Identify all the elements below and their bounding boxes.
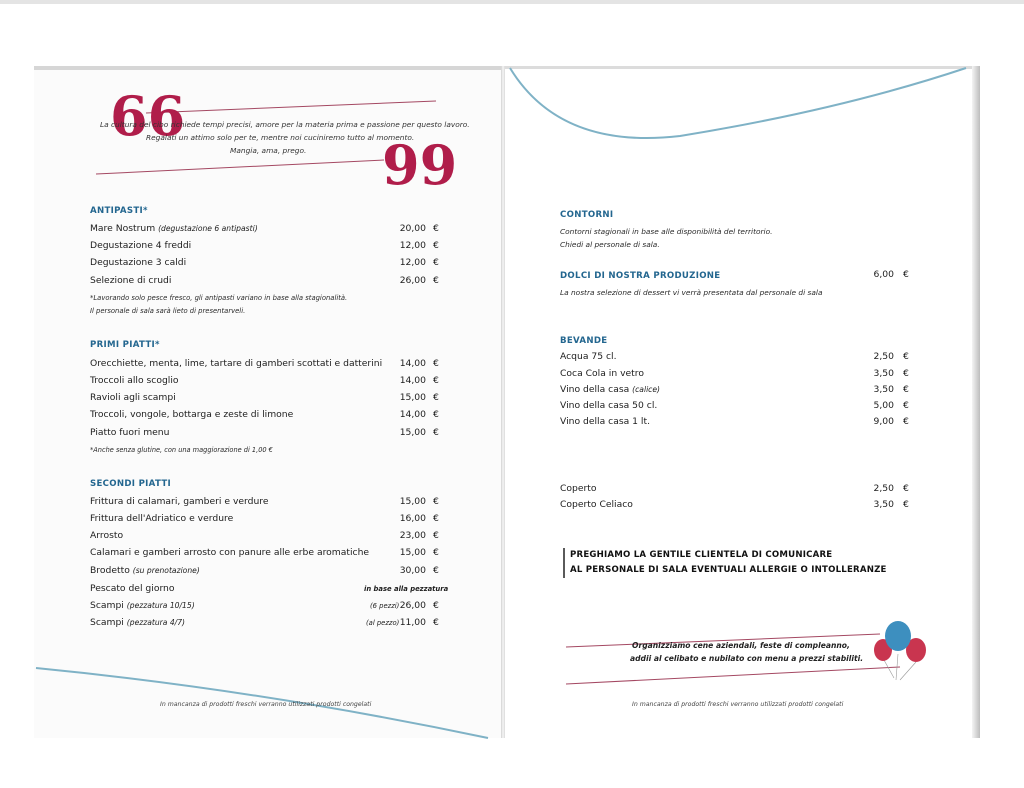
item-name: Degustazione 4 freddi bbox=[90, 240, 192, 251]
item-price: 12,00 bbox=[399, 240, 426, 251]
primi-note: *Anche senza glutine, con una maggiorazione di 1,00 € bbox=[90, 446, 273, 454]
menu-item bbox=[560, 349, 920, 365]
menu-item bbox=[90, 390, 440, 406]
item-currency: € bbox=[433, 257, 439, 268]
quote-top-line bbox=[146, 101, 436, 113]
item-qualifier: in base alla pezzatura bbox=[364, 585, 449, 593]
quote-line-1: La cultura del cibo richiede tempi precisi, amore per la materia prima e passione per questo lavoro. bbox=[100, 120, 470, 129]
item-currency: € bbox=[903, 499, 909, 510]
close-quote-icon: 99 bbox=[382, 133, 458, 197]
item-price: 2,50 bbox=[873, 351, 894, 362]
item-price: 11,00 bbox=[399, 617, 426, 628]
item-currency: € bbox=[433, 275, 439, 286]
quote-bottom-line bbox=[96, 160, 384, 174]
item-name: Pescato del giorno bbox=[90, 583, 175, 594]
menu-item bbox=[90, 494, 440, 510]
item-price: 2,50 bbox=[873, 483, 894, 494]
item-currency: € bbox=[433, 409, 439, 420]
item-price: 30,00 bbox=[399, 565, 426, 576]
item-price: 3,50 bbox=[873, 384, 894, 395]
quote-line-3: Mangia, ama, prego. bbox=[230, 146, 307, 155]
item-name: Calamari e gamberi arrosto con panure alle erbe aromatiche bbox=[90, 547, 370, 558]
menu-item bbox=[90, 425, 440, 441]
item-name: Frittura di calamari, gamberi e verdure bbox=[90, 496, 269, 507]
item-currency: € bbox=[433, 240, 439, 251]
item-price: 14,00 bbox=[399, 375, 426, 386]
item-name: Mare Nostrum (degustazione 6 antipasti) bbox=[90, 223, 258, 234]
open-quote-icon: 66 bbox=[110, 84, 186, 148]
section-title-dolci: DOLCI DI NOSTRA PRODUZIONE bbox=[560, 271, 721, 281]
item-name: Brodetto (su prenotazione) bbox=[90, 565, 200, 576]
menu-item bbox=[90, 238, 440, 254]
item-name: Scampi (pezzatura 10/15) bbox=[90, 600, 195, 611]
dolci-line: La nostra selezione di dessert vi verrà presentata dal personale di sala bbox=[560, 288, 823, 297]
item-price: 15,00 bbox=[399, 496, 426, 507]
item-note: (calice) bbox=[632, 385, 660, 394]
promo-bottom-line bbox=[566, 667, 900, 684]
item-currency: € bbox=[433, 496, 439, 507]
balloons-icon bbox=[874, 621, 926, 680]
menu-item bbox=[560, 481, 920, 497]
item-currency: € bbox=[903, 384, 909, 395]
menu-item bbox=[90, 273, 440, 289]
menu-item bbox=[90, 511, 440, 527]
item-currency: € bbox=[903, 400, 909, 411]
item-name: Piatto fuori menu bbox=[90, 427, 170, 438]
item-name: Arrosto bbox=[90, 530, 124, 541]
section-title-contorni: CONTORNI bbox=[560, 210, 614, 220]
footer-left-note: In mancanza di prodotti freschi verranno utilizzati prodotti congelati bbox=[160, 701, 372, 708]
item-currency: € bbox=[433, 513, 439, 524]
item-price: 12,00 bbox=[399, 257, 426, 268]
footer-right-note: In mancanza di prodotti freschi verranno utilizzati prodotti congelati bbox=[632, 701, 844, 708]
antipasti-note-1: *Lavorando solo pesce fresco, gli antipasti variano in base alla stagionalità. bbox=[90, 294, 348, 302]
item-qualifier: (al pezzo) bbox=[366, 619, 400, 627]
item-price: 6,00 bbox=[873, 269, 894, 280]
item-note: (pezzatura 4/7) bbox=[126, 618, 186, 627]
item-price: 16,00 bbox=[399, 513, 426, 524]
allergy-notice-line-2: AL PERSONALE DI SALA EVENTUALI ALLERGIE O INTOLLERANZE bbox=[570, 565, 887, 575]
menu-item bbox=[90, 255, 440, 271]
item-name: Troccoli allo scoglio bbox=[90, 375, 179, 386]
item-price: 26,00 bbox=[399, 275, 426, 286]
item-name: Troccoli, vongole, bottarga e zeste di limone bbox=[90, 409, 294, 420]
item-price: 3,50 bbox=[873, 368, 894, 379]
section-title-secondi: SECONDI PIATTI bbox=[90, 479, 171, 489]
item-price: 20,00 bbox=[399, 223, 426, 234]
item-price: 5,00 bbox=[873, 400, 894, 411]
item-currency: € bbox=[903, 368, 909, 379]
item-currency: € bbox=[433, 600, 439, 611]
item-name: Vino della casa 50 cl. bbox=[560, 400, 658, 411]
item-name: Coperto Celiaco bbox=[560, 499, 633, 510]
contorni-line-1: Contorni stagionali in base alle disponibilità del territorio. bbox=[560, 227, 773, 236]
item-price: 14,00 bbox=[399, 358, 426, 369]
item-currency: € bbox=[433, 392, 439, 403]
item-name: Vino della casa (calice) bbox=[560, 384, 660, 395]
item-currency: € bbox=[433, 375, 439, 386]
item-currency: € bbox=[903, 269, 909, 280]
item-price: 23,00 bbox=[399, 530, 426, 541]
menu-item bbox=[560, 497, 920, 513]
menu-item bbox=[560, 414, 920, 430]
item-name: Orecchiette, menta, lime, tartare di gamberi scottati e datterini bbox=[90, 358, 383, 369]
promo-line-1: Organizziamo cene aziendali, feste di compleanno, bbox=[632, 641, 850, 650]
item-currency: € bbox=[433, 565, 439, 576]
item-name: Scampi (pezzatura 4/7) bbox=[90, 617, 186, 628]
item-currency: € bbox=[433, 547, 439, 558]
item-currency: € bbox=[903, 351, 909, 362]
menu-item bbox=[560, 398, 920, 414]
item-note: (degustazione 6 antipasti) bbox=[158, 224, 258, 233]
section-title-bevande: BEVANDE bbox=[560, 336, 608, 346]
quote-line-2: Regalati un attimo solo per te, mentre noi cuciniremo tutto al momento. bbox=[146, 133, 415, 142]
menu-item bbox=[90, 221, 440, 237]
section-title-antipasti: ANTIPASTI* bbox=[90, 206, 148, 216]
item-price: 15,00 bbox=[399, 427, 426, 438]
menu-item bbox=[90, 563, 440, 579]
item-price: 15,00 bbox=[399, 392, 426, 403]
item-currency: € bbox=[903, 416, 909, 427]
dolci-price-row bbox=[840, 267, 920, 283]
menu-item bbox=[560, 382, 920, 398]
item-note: (pezzatura 10/15) bbox=[126, 601, 195, 610]
item-name: Acqua 75 cl. bbox=[560, 351, 617, 362]
item-currency: € bbox=[433, 617, 439, 628]
menu-item bbox=[90, 581, 449, 597]
item-currency: € bbox=[433, 358, 439, 369]
item-price: 15,00 bbox=[399, 547, 426, 558]
antipasti-note-2: Il personale di sala sarà lieto di presentarveli. bbox=[90, 307, 246, 315]
menu-item bbox=[90, 373, 440, 389]
item-name: Coperto bbox=[560, 483, 597, 494]
item-price: 9,00 bbox=[873, 416, 894, 427]
allergy-notice-line-1: PREGHIAMO LA GENTILE CLIENTELA DI COMUNICARE bbox=[570, 550, 833, 560]
item-name: Vino della casa 1 lt. bbox=[560, 416, 650, 427]
right-top-wave bbox=[510, 68, 966, 138]
item-currency: € bbox=[433, 223, 439, 234]
item-note: (su prenotazione) bbox=[132, 566, 200, 575]
menu-item bbox=[90, 545, 440, 561]
item-qualifier: (6 pezzi) bbox=[370, 602, 400, 610]
menu-item bbox=[90, 598, 440, 614]
menu-item bbox=[90, 407, 440, 423]
contorni-line-2: Chiedi al personale di sala. bbox=[560, 240, 660, 249]
item-price: 3,50 bbox=[873, 499, 894, 510]
promo-line-2: addii al celibato e nubilato con menu a prezzi stabiliti. bbox=[630, 654, 864, 663]
item-name: Frittura dell'Adriatico e verdure bbox=[90, 513, 234, 524]
item-price: 26,00 bbox=[399, 600, 426, 611]
item-name: Coca Cola in vetro bbox=[560, 368, 644, 379]
menu-item bbox=[90, 356, 440, 372]
item-currency: € bbox=[433, 427, 439, 438]
item-name: Selezione di crudi bbox=[90, 275, 172, 286]
item-currency: € bbox=[903, 483, 909, 494]
menu-item bbox=[90, 615, 440, 631]
menu-item bbox=[90, 528, 440, 544]
item-currency: € bbox=[433, 530, 439, 541]
menu-item bbox=[560, 366, 920, 382]
item-name: Degustazione 3 caldi bbox=[90, 257, 187, 268]
item-price: 14,00 bbox=[399, 409, 426, 420]
section-title-primi: PRIMI PIATTI* bbox=[90, 340, 160, 350]
item-name: Ravioli agli scampi bbox=[90, 392, 176, 403]
